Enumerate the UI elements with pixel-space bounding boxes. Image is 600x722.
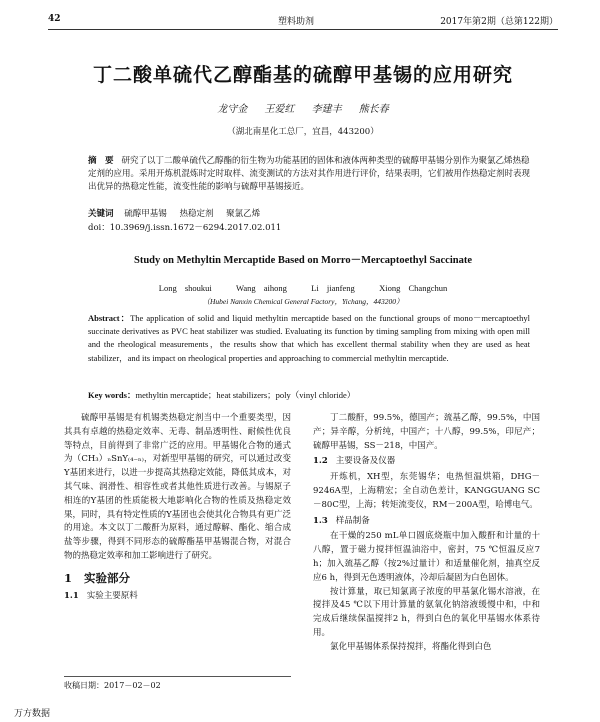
keywords-cn (88, 208, 530, 221)
subsection-title: 主要设备及仪器 (335, 456, 396, 467)
body-right-column (313, 412, 540, 655)
authors-cn (48, 100, 558, 115)
running-header (48, 14, 558, 28)
paragraph: 氯化甲基锡体系保持搅拌，将酯化得到白色 (330, 641, 492, 652)
subsection-heading (313, 455, 540, 469)
keyword: 聚氯乙烯 (226, 209, 261, 219)
section-title: 实验部分 (84, 570, 131, 585)
section-heading (64, 572, 291, 586)
keywords-en-text: methyltin mercaptide；heat stabilizers；poly（vinyl chloride） (135, 390, 356, 400)
subsection-number: 1.1 (64, 590, 79, 601)
authors-en (48, 283, 558, 293)
doi: doi：10.3969/j.issn.1672－6294.2017.02.011 (88, 223, 282, 233)
author: Xiong Changchun (379, 283, 448, 293)
body-left-column (64, 412, 291, 605)
author: Wang aihong (235, 283, 287, 293)
abstract-cn-text: 研究了以丁二酸单硫代乙醇酯的衍生物为功能基团的固体和液体两种类型的硫醇甲基锡分别作为聚氯乙烯热稳定剂的应用。采用开炼机混炼时定时取样、流变测试的方法对其作用进行评价，结果表明，它们被用作热稳定剂时表现出优异的热稳定性能，流变性能的影响与硫醇甲基锡接近。 (88, 156, 531, 192)
paragraph: 在干燥的250 mL单口圆底烧瓶中加入酸酐和计量的十八醇，置于磁力搅拌恒温油浴中，密封，75 ℃恒温反应7 h；加入巯基乙醇（按2%过量计）和适量催化剂，抽真空反应6 h，得到无色透明液体，冷却后凝固为白色固体。 (313, 531, 540, 583)
abstract-cn (88, 155, 530, 194)
keyword: 硫醇甲基锡 (124, 209, 167, 219)
paragraph: 丁二酸酐，99.5%，德国产；巯基乙醇，99.5%，中国产；异辛醇，分析纯，中国产；十八醇，99.5%，印尼产；硫醇甲基锡，SS－218，中国产。 (313, 413, 540, 451)
subsection-title: 实验主要原料 (86, 590, 138, 601)
page-number: 42 (48, 14, 61, 24)
abstract-cn-label: 摘 要 (88, 156, 114, 166)
author: 王爱红 (264, 104, 295, 115)
header-rule (48, 29, 558, 30)
section-number: 1 (64, 570, 73, 585)
subsection-title: 样品制备 (335, 515, 370, 526)
keywords-cn-label: 关键词 (88, 209, 114, 219)
abstract-en (88, 312, 530, 365)
issue-info: 2017年第2期（总第122期） (440, 17, 558, 27)
footnote-received-date: 收稿日期：2017－02－02 (64, 681, 161, 690)
journal-name: 塑料助剂 (278, 17, 315, 27)
title-en: Study on Methyltin Mercaptide Based on Morro－Mercaptoethyl Saccinate (133, 255, 472, 266)
keyword: 热稳定剂 (179, 209, 214, 219)
paragraph: 按计算量，取已知氯离子浓度的甲基氯化锡水溶液，在搅拌及45 ℃以下用计算量的氨氧化钠溶液缓慢中和，中和完成后继续保温搅拌2 h，得到白色的氧化甲基锡水体系待用。 (313, 586, 540, 638)
subsection-number: 1.3 (313, 515, 328, 526)
paragraph: 开炼机，XH型，东莞锡华；电热恒温烘箱，DHG－9246A型，上海精宏；全自动色差计，KANGGUANG SC－80C型，上海；转矩流变仪，RM－200A型，哈博电气。 (313, 472, 540, 510)
keywords-en-label: Key words： (88, 390, 136, 400)
author: Li jianfeng (311, 283, 355, 293)
abstract-en-label: Abstract： (88, 313, 131, 323)
affiliation-en: （Hubei Nanxin Chemical General Factory，Yichang，443200） (202, 297, 404, 306)
affiliation-cn: （湖北南星化工总厂，宜昌，443200） (227, 127, 379, 137)
intro-paragraph: 硫醇甲基锡是有机锡类热稳定剂当中一个重要类型，因其具有卓越的热稳定效率、无毒、制品透明性、耐候性优良等特点，目前得到了非常广泛的应用。甲基锡化合物的通式为（CH₃）ₙSnY₍₄₋ₙ₎，对新型甲基锡的研究，可以通过改变Y基团来进行，以进一步提高其热稳定效能，降低其成本，对其气味、润滑性、相容性或者其他性质进行改善。与锡原子相连的Y基团的性质能极大地影响化合物的性质及热稳定效果，同时，具有特定性质的Y基团也会使其化合物具有更广泛的用途。本文以丁二酸酐为原料，通过醇解、酯化、缩合成盐等步骤，得到不同形态的硫醇酯基甲基锡混合物，对混合物的热稳定效率和加工影响进行了研究。 (64, 413, 291, 561)
author: 龙守金 (217, 104, 248, 115)
watermark: 万方数据 (14, 709, 51, 719)
subsection-number: 1.2 (313, 456, 328, 467)
author: 熊长春 (358, 104, 389, 115)
subsection-heading (64, 590, 291, 604)
abstract-en-text: The application of solid and liquid methyltin mercaptide based on the functional groups of mono－mercaptoethyl succinate derivatives as PVC heat stabilizer was studied. Evaluating its function by timing sampling from mixing with open mill and the rheological measurements，the results show that which has excellent thermal stability when they are used as heat stabilizer，and its impact on rheological properties and approaching to commercial methyltin mercaptide. (88, 313, 530, 363)
footnote-rule (64, 676, 291, 677)
title-cn: 丁二酸单硫代乙醇酯基的硫醇甲基锡的应用研究 (92, 64, 513, 86)
author: Long shoukui (158, 283, 212, 293)
keywords-en (88, 389, 530, 402)
author: 李建丰 (311, 104, 342, 115)
subsection-heading (313, 515, 540, 529)
